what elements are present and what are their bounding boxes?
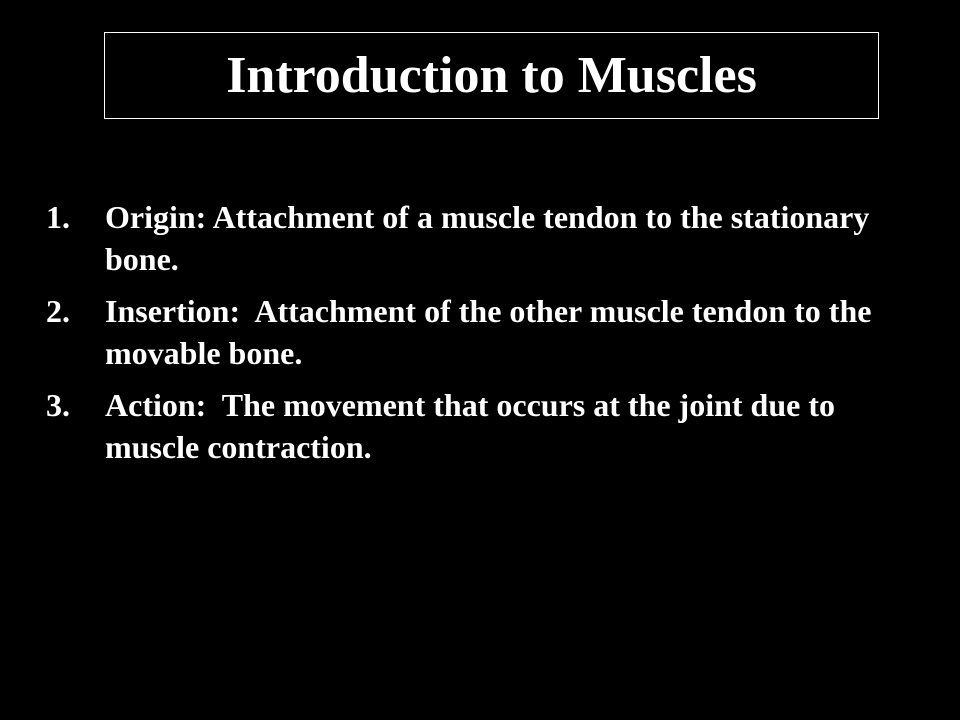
list-item [46, 196, 926, 280]
title-box [104, 32, 879, 119]
list-item [46, 290, 926, 374]
list-item-text: Insertion: Attachment of the other muscle tendon to the movable bone. [105, 293, 880, 371]
list-item-text: Action: The movement that occurs at the joint due to muscle contraction. [105, 387, 843, 465]
list-item-number: 3. [46, 387, 70, 423]
numbered-list [46, 196, 926, 478]
list-item-text: Origin: Attachment of a muscle tendon to the stationary bone. [105, 199, 870, 277]
list-item-number: 2. [46, 293, 70, 329]
list-item [46, 384, 926, 468]
list-item-number: 1. [46, 199, 70, 235]
slide-title: Introduction to Muscles [226, 46, 757, 104]
